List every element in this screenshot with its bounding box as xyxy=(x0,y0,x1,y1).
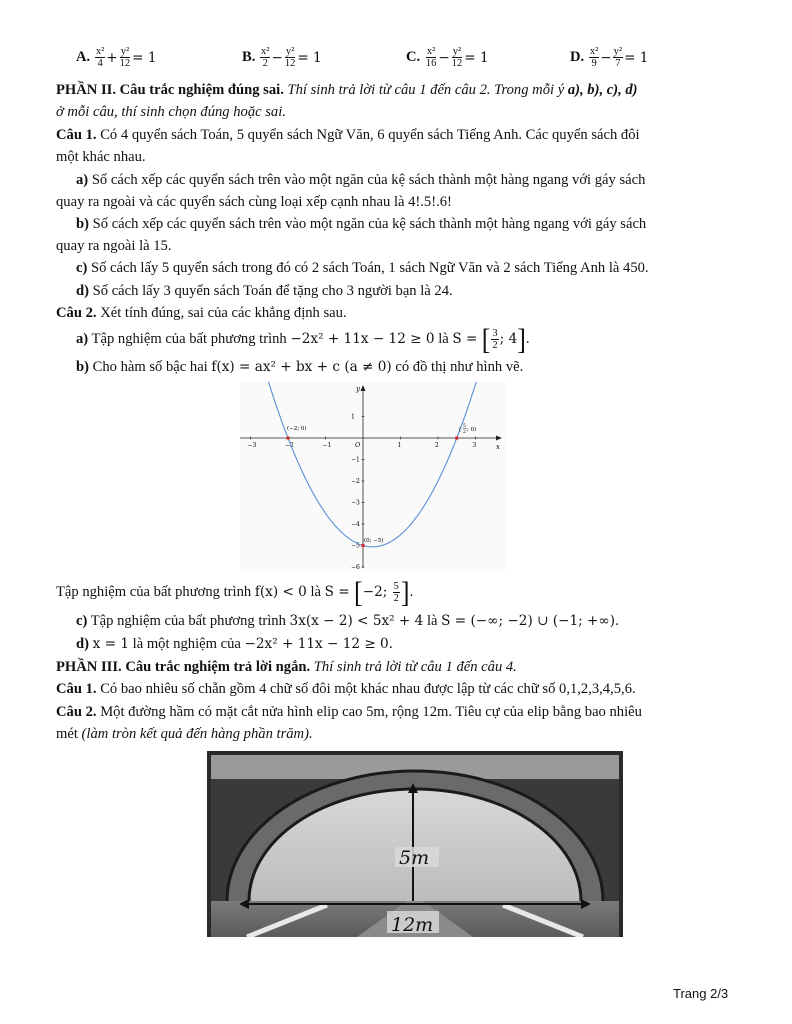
option-d[interactable]: D. $\frac{\text{x²}}{9}$ − $\frac{\text{y²}}{7}$ = 1 xyxy=(570,46,649,69)
q1-statement-c[interactable]: c) Số cách lấy 5 quyển sách trong đó có 2 sách Toán, 1 sách Ngữ Văn và 2 sách Tiếng Anh là 450. xyxy=(76,260,649,276)
y-tick-label: −5 xyxy=(351,542,360,550)
origin-label: O xyxy=(355,441,361,449)
q2b-result: Tập nghiệm của bất phương trình f(x) < 0 là S = [−2; $\frac{5}{2}$ ]. xyxy=(56,575,414,609)
point-left xyxy=(286,436,290,440)
part3-heading: PHẦN III. Câu trắc nghiệm trả lời ngắn. xyxy=(56,659,311,675)
point-right xyxy=(455,436,459,440)
part2-heading-line: PHẦN II. Câu trắc nghiệm đúng sai. Thí sinh trả lời từ câu 1 đến câu 2. Trong mỗi ý a), b), c), d) xyxy=(56,82,638,98)
y-tick-label: −2 xyxy=(351,478,360,485)
x-tick-label: −2 xyxy=(285,442,294,449)
q2-statement-a[interactable]: a) Tập nghiệm của bất phương trình −2x² + 11x − 12 ≥ 0 là S = [ $\frac{3}{2}$ ; 4]. xyxy=(76,322,530,356)
q1-statement-b-cont: quay ra ngoài là 15. xyxy=(56,238,172,254)
part3-question-1: Câu 1. Có bao nhiêu số chẵn gồm 4 chữ số đôi một khác nhau được lập từ các chữ số 0,1,2,3,4,5,6. xyxy=(56,681,636,697)
option-c[interactable]: C. $\frac{\text{x²}}{16}$ − $\frac{\text{y²}}{12}$ = 1 xyxy=(406,46,489,69)
part3-heading-line: PHẦN III. Câu trắc nghiệm trả lời ngắn. Thí sinh trả lời từ câu 1 đến câu 4. xyxy=(56,659,517,675)
y-tick-label: −1 xyxy=(351,456,360,464)
x-tick-label: 2 xyxy=(435,442,439,449)
svg-text:5: 5 xyxy=(463,424,466,429)
point-vertex-label: (0; −5) xyxy=(364,538,384,544)
svg-text:(: ( xyxy=(459,427,462,433)
answer-options xyxy=(0,46,792,76)
part2-heading: PHẦN II. Câu trắc nghiệm đúng sai. xyxy=(56,82,284,98)
q1-statement-b[interactable]: b) Số cách xếp các quyển sách trên vào một ngăn của kệ sách thành một hàng ngang với gáy sách xyxy=(76,216,647,232)
height-label: 5m xyxy=(399,847,430,869)
question-1-cont: một khác nhau. xyxy=(56,149,146,165)
question-1: Câu 1. Có 4 quyển sách Toán, 5 quyển sách Ngữ Văn, 6 quyển sách Tiếng Anh. Các quyển sách đôi xyxy=(56,127,640,143)
option-a[interactable]: A. $\frac{\text{x²}}{4}$ + $\frac{\text{y²}}{12}$ = 1 xyxy=(76,46,157,69)
x-tick-label: −1 xyxy=(322,442,332,449)
part3-question-2: Câu 2. Một đường hầm có mặt cắt nửa hình elip cao 5m, rộng 12m. Tiêu cự của elip bằng bao nhiêu xyxy=(56,704,642,720)
point-vertex xyxy=(361,544,365,548)
option-b[interactable]: B. $\frac{\text{x²}}{2}$ − $\frac{\text{y²}}{12}$ = 1 xyxy=(242,46,322,69)
part3-question-2-cont: mét (làm tròn kết quả đến hàng phần trăm). xyxy=(56,726,313,742)
x-tick-label: −3 xyxy=(247,442,257,449)
x-tick-label: 1 xyxy=(397,442,402,449)
question-2: Câu 2. Xét tính đúng, sai của các khẳng định sau. xyxy=(56,305,347,321)
y-tick-label: −6 xyxy=(351,564,360,571)
x-tick-label: 3 xyxy=(472,442,477,449)
x-axis-label: x xyxy=(496,443,500,451)
y-tick-label: 1 xyxy=(351,413,355,421)
y-tick-label: −4 xyxy=(351,521,360,528)
y-axis-label: y xyxy=(356,385,360,393)
q1-statement-a-cont: quay ra ngoài và các quyển sách cùng loại xếp cạnh nhau là 4!.5!.6! xyxy=(56,194,452,210)
page-number: Trang 2/3 xyxy=(673,986,729,1001)
point-left-label: (−2; 0) xyxy=(287,426,307,432)
q2-statement-d[interactable]: d) x = 1 là một nghiệm của −2x² + 11x − 12 ≥ 0. xyxy=(76,636,393,652)
parabola-graph xyxy=(240,382,506,572)
q2-statement-b[interactable]: b) Cho hàm số bậc hai f(x) = ax² + bx + c (a ≠ 0) có đồ thị như hình vẽ. xyxy=(76,359,524,375)
svg-text:2: 2 xyxy=(463,430,466,435)
part2-instr-line: ở mỗi câu, thí sinh chọn đúng hoặc sai. xyxy=(56,104,286,120)
q2-statement-c[interactable]: c) Tập nghiệm của bất phương trình 3x(x − 2) < 5x² + 4 là S = (−∞; −2) ∪ (−1; +∞). xyxy=(76,613,620,629)
svg-text:; 0): ; 0) xyxy=(467,427,477,433)
q1-statement-a[interactable]: a) Số cách xếp các quyển sách trên vào một ngăn của kệ sách thành một hàng ngang với gáy sách xyxy=(76,172,646,188)
tunnel-illustration xyxy=(207,751,623,937)
width-label: 12m xyxy=(391,914,434,936)
y-tick-label: −3 xyxy=(351,499,360,507)
q1-statement-d[interactable]: d) Số cách lấy 3 quyển sách Toán để tặng cho 3 người bạn là 24. xyxy=(76,283,453,299)
